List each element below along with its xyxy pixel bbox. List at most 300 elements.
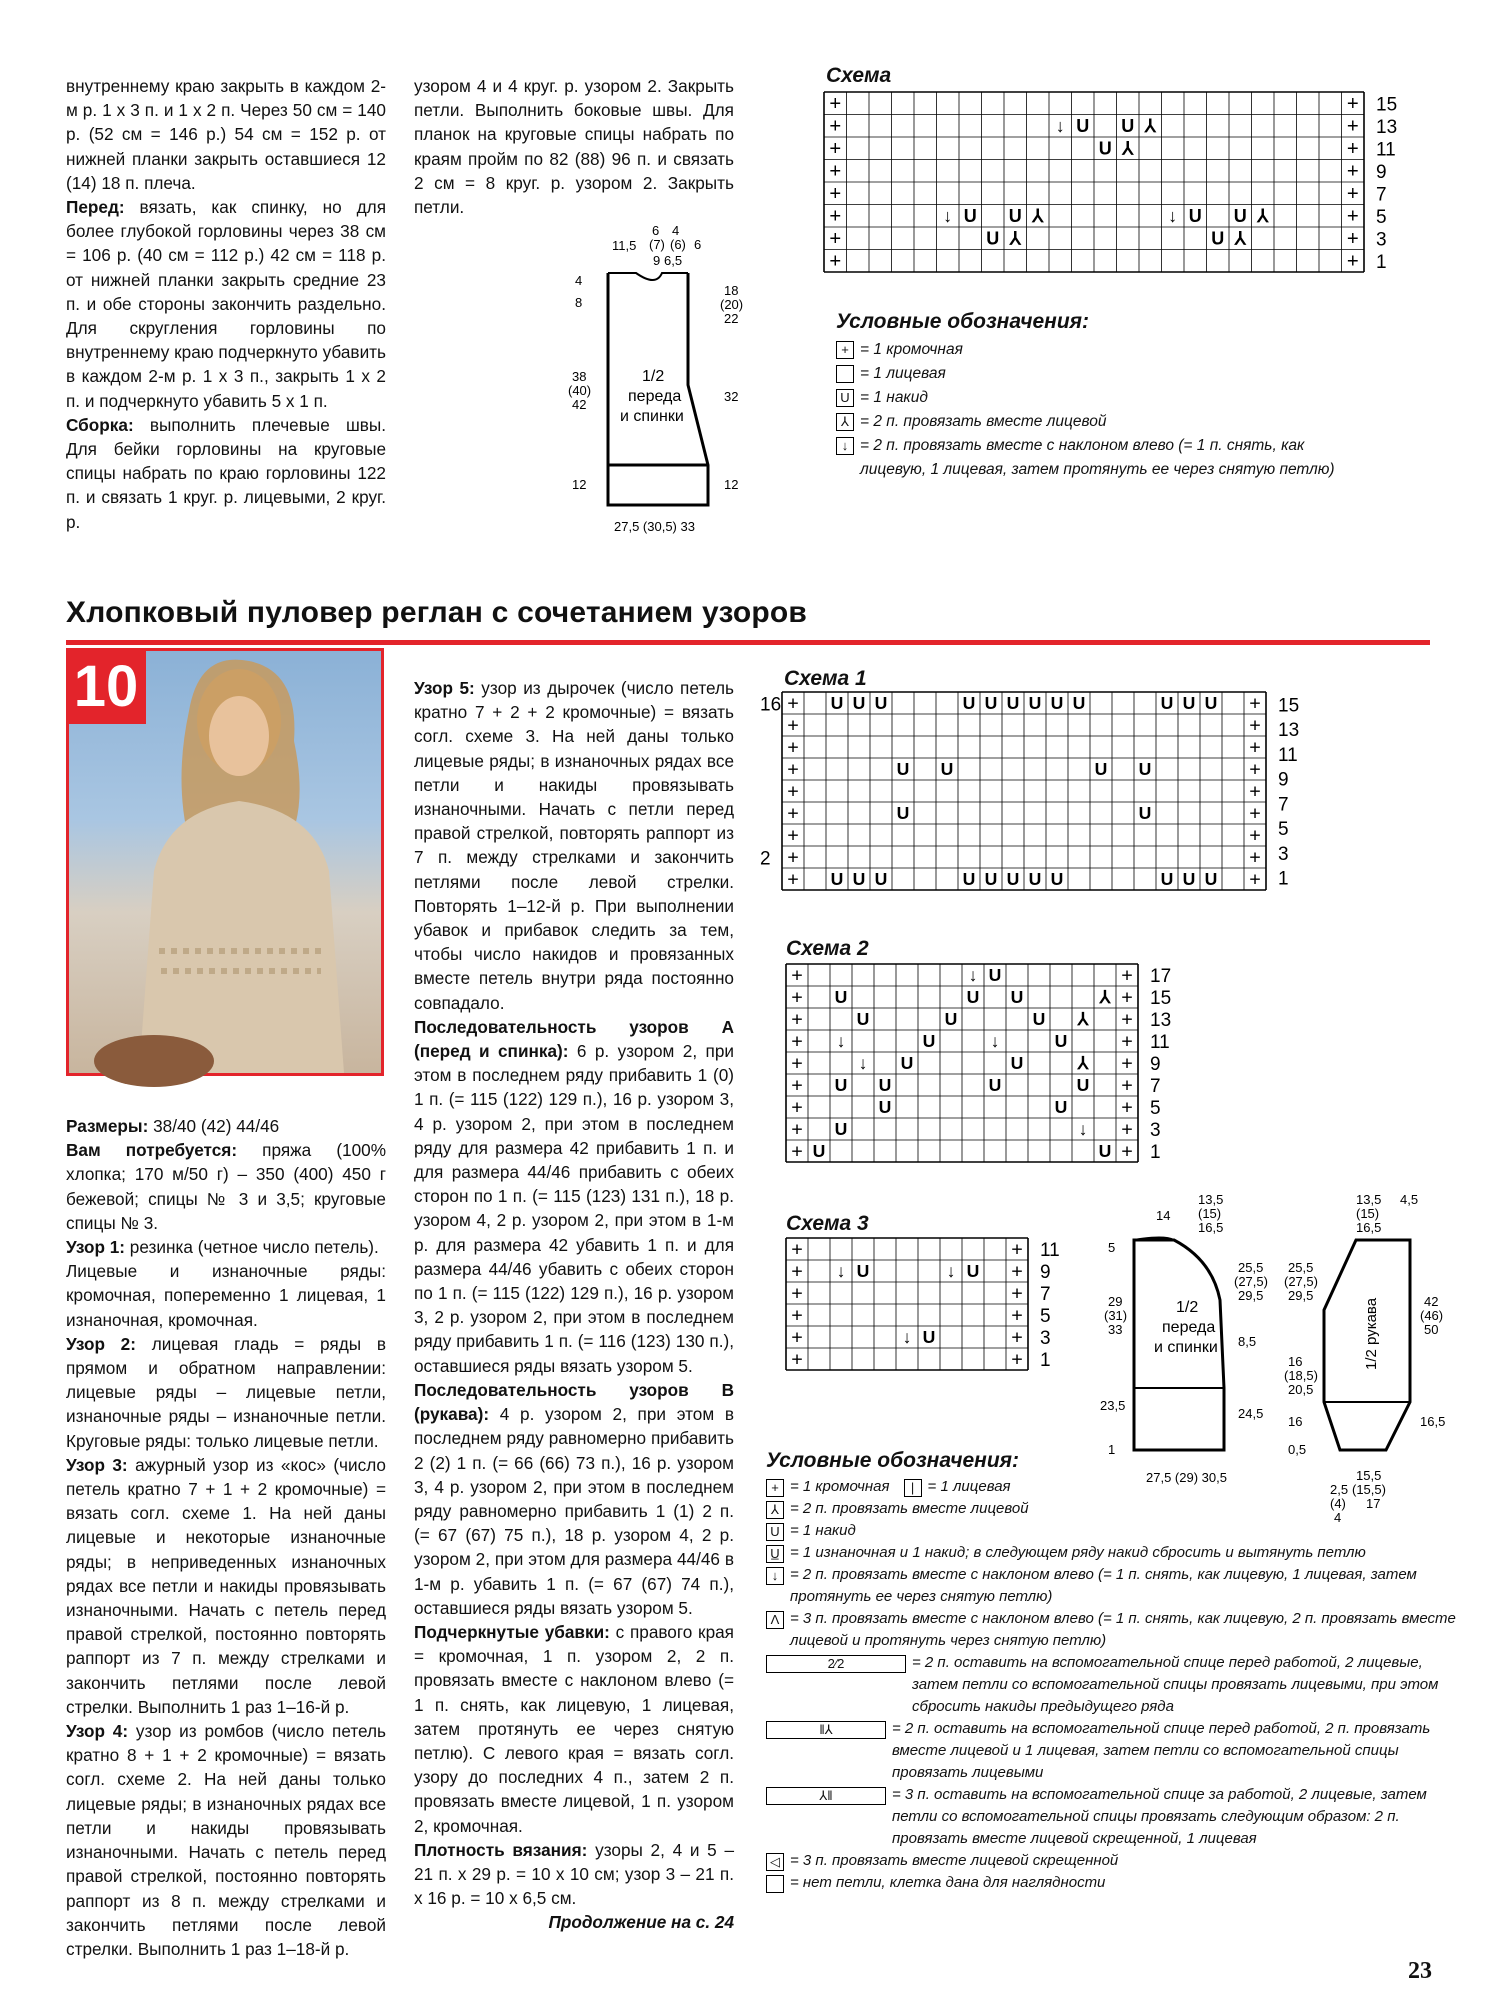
- legend-item: = нет петли, клетка дана для наглядности: [766, 1872, 1456, 1894]
- selvage-mark: +: [1121, 964, 1133, 987]
- dim-bottom: 27,5 (30,5) 33: [614, 519, 695, 534]
- stitch-symbol: U: [1204, 693, 1218, 714]
- stitch-symbol: U: [1010, 1053, 1024, 1074]
- selvage-mark: +: [1011, 1326, 1023, 1349]
- selvage-mark: +: [787, 802, 799, 825]
- stitch-symbol: U: [1160, 869, 1174, 890]
- pattern-number-badge: 10: [66, 648, 146, 724]
- dim-29-5: 29,5: [1238, 1288, 1264, 1303]
- stitch-symbol: U: [852, 693, 866, 714]
- selvage-mark: +: [1249, 736, 1261, 759]
- legend-item: + = 1 кромочная | = 1 лицевая: [766, 1476, 1456, 1498]
- stitch-symbol: ⅄: [1077, 1009, 1089, 1030]
- pattern1-rows-para: Лицевые и изнаночные ряды: кромочная, попеременно 1 лицевая, 1 изнаночная, кромочная.: [66, 1261, 386, 1330]
- legend-top-item: ↓ = 2 п. провязать вместе с наклоном влево (= 1 п. снять, как лицевую, 1 лицевая, затем протянуть ее через снятую петлю): [836, 434, 1356, 482]
- stitch-symbol: U: [944, 1009, 958, 1030]
- selvage-mark: +: [791, 1074, 803, 1097]
- legend-top-item: = 1 лицевая: [836, 362, 1356, 386]
- selvage-mark: +: [1346, 93, 1359, 115]
- sleeve-label: 1/2 рукава: [1363, 1297, 1380, 1370]
- row-number: 3: [1376, 229, 1387, 251]
- stitch-symbol: U: [1028, 693, 1042, 714]
- k2tog-icon: ⅄: [766, 1501, 784, 1519]
- stitch-symbol: U: [900, 1053, 914, 1074]
- decreases-para: Подчеркнутые убавки: с правого края = кромочная, 1 п. узором 2, 2 п. провязать вместе с наклоном влево (= 1 п. снять, как лицевую, 1 лицевая, затем протянуть ее через снятую петлю). С левого края = вязать согл. узору до последних 4 п., затем 2 п. провязать вместе лицевой, 1 п. узором 2, кромочная.: [414, 1621, 734, 1836]
- row-number: 15: [1150, 988, 1172, 1009]
- row-number: 17: [1150, 966, 1172, 987]
- dim-7: (7): [649, 237, 665, 252]
- dim-4b: 4: [575, 273, 583, 288]
- dim-15: (15): [1198, 1206, 1222, 1221]
- no-stitch-icon: [766, 1875, 784, 1893]
- assembly-para: [66, 413, 386, 534]
- stitch-symbol: U: [1050, 693, 1064, 714]
- selvage-mark: +: [787, 692, 799, 715]
- legend-item: ⅄‖ = 3 п. оставить на вспомогательной спице за работой, 2 лицевые, затем петли со вспомогательной спицы провязать следующим образом: 2 п. провязать вместе лицевой скрещенной, 1 лицевая: [766, 1784, 1456, 1850]
- row-number: 11: [1150, 1032, 1170, 1053]
- selvage-mark: +: [791, 1260, 803, 1283]
- dim-12b: 12: [724, 477, 739, 492]
- knit-icon: |: [904, 1479, 922, 1497]
- dim-11-5: 11,5: [612, 238, 637, 253]
- selvage-mark: +: [791, 1008, 803, 1031]
- s-dim-4: 4: [1334, 1510, 1342, 1525]
- stitch-symbol: ↓: [943, 206, 953, 227]
- selvage-mark: +: [791, 1140, 803, 1163]
- stitch-symbol: U: [878, 1097, 892, 1118]
- stitch-symbol: U: [966, 1261, 980, 1282]
- cable-front-icon: ‖⅄: [766, 1721, 886, 1739]
- stitch-symbol: U: [1050, 869, 1064, 890]
- dim-25-5: 25,5: [1238, 1260, 1264, 1275]
- selvage-mark: +: [1121, 1096, 1133, 1119]
- stitch-symbol: ↓: [1055, 116, 1065, 137]
- selvage-mark: +: [829, 160, 842, 183]
- sizes-para: Размеры: 38/40 (42) 44/46: [66, 1116, 280, 1136]
- cable-back-icon: ⅄‖: [766, 1787, 886, 1805]
- dim-6b: (6): [670, 237, 686, 252]
- s-dim-15-5: 15,5: [1356, 1468, 1382, 1483]
- stitch-symbol: U: [1138, 759, 1152, 780]
- stitch-symbol: U: [984, 869, 998, 890]
- stitch-symbol: U: [1028, 869, 1042, 890]
- selvage-icon: +: [766, 1479, 784, 1497]
- s-dim-15: (15): [1356, 1206, 1380, 1221]
- stitch-symbol: U: [834, 1075, 848, 1096]
- selvage-mark: +: [791, 1030, 803, 1053]
- selvage-mark: +: [1249, 868, 1261, 891]
- s-dim-0-5: 0,5: [1288, 1442, 1307, 1457]
- stitch-symbol: U: [984, 693, 998, 714]
- front-para: [66, 195, 386, 413]
- stitch-symbol: U: [896, 759, 910, 780]
- stitch-symbol: U: [1008, 206, 1022, 227]
- assembly-label: Сборка:: [66, 414, 134, 435]
- stitch-symbol: U: [1076, 116, 1090, 137]
- pattern2-para: Узор 2: лицевая гладь = ряды в прямом и обратном направлении: лицевые ряды – лицевые петли, изнаночные ряды – изнаночные петли. Круговые ряды: только лицевые петли.: [66, 1333, 386, 1451]
- selvage-mark: +: [1121, 986, 1133, 1009]
- stitch-symbol: U: [963, 206, 977, 227]
- middle-column: [414, 676, 734, 1935]
- ssk-icon: ↓: [766, 1567, 784, 1585]
- selvage-mark: +: [787, 780, 799, 803]
- row-number: 11: [1278, 744, 1298, 766]
- selvage-mark: +: [829, 183, 842, 205]
- s-dim-2-5: 2,5: [1330, 1482, 1349, 1497]
- assembly-text: выполнить плечевые швы. Для бейки горловины на круговые спицы набрать по краю горловины 122 п. и связать 1 круг. р. лицевыми, 2 круг. р.: [66, 414, 386, 532]
- selvage-mark: +: [1011, 1238, 1023, 1261]
- scheme3-grid: [786, 1238, 1086, 1408]
- diagram-label-2: переда: [628, 388, 682, 405]
- stitch-symbol: U: [1188, 206, 1202, 227]
- stitch-symbol: ↓: [858, 1053, 868, 1074]
- s-dim-25-5: 25,5: [1288, 1260, 1314, 1275]
- row-number: 5: [1040, 1306, 1051, 1327]
- heading-rule: [66, 640, 1430, 645]
- stitch-symbol: U: [878, 1075, 892, 1096]
- body-label-1: 1/2: [1176, 1299, 1199, 1316]
- stitch-symbol: U: [1182, 869, 1196, 890]
- legend-item: ⅄ = 2 п. провязать вместе лицевой: [766, 1498, 1456, 1520]
- stitch-symbol: ⅄: [1032, 206, 1044, 227]
- dim-40: (40): [568, 383, 592, 398]
- row-number: 15: [1376, 94, 1398, 116]
- selvage-mark: +: [1249, 714, 1261, 737]
- scheme-top-grid: [824, 92, 1398, 282]
- stitch-symbol: ↓: [836, 1031, 846, 1052]
- pattern5-para: Узор 5: узор из дырочек (число петель кратно 7 + 2 + 2 кромочные) = вязать согл. схеме 3. На ней даны только лицевые ряды; в изнаночных рядах все петли и накиды провязывать изнаночными. Начать с петли перед правой стрелкой, повторять раппорт из 7 п. между стрелками и закончить петлями после левой стрелки. Повторять 1–12-й р. При выполнении убавок и прибавок следить за тем, чтобы число накидов и провязанных вместе петель внутри ряда постоянно совпадало.: [414, 678, 734, 1013]
- stitch-symbol: U: [834, 987, 848, 1008]
- selvage-mark: +: [1011, 1282, 1023, 1305]
- stitch-symbol: U: [1121, 116, 1135, 137]
- yarn-over-icon: U: [766, 1523, 784, 1541]
- dim-12a: 12: [572, 477, 587, 492]
- dim-33: 33: [1108, 1322, 1123, 1337]
- row-number: 7: [1278, 794, 1289, 816]
- dim-16-5: 16,5: [1198, 1220, 1224, 1235]
- body-label-3: и спинки: [1154, 1339, 1218, 1356]
- stitch-symbol: ⅄: [1009, 228, 1021, 249]
- yarn-over-icon: U: [836, 389, 854, 407]
- stitch-symbol: ↓: [836, 1261, 846, 1282]
- selvage-mark: +: [1249, 846, 1261, 869]
- k2tog-icon: ⅄: [836, 413, 854, 431]
- selvage-mark: +: [791, 986, 803, 1009]
- selvage-mark: +: [829, 93, 842, 115]
- stitch-symbol: ↓: [1078, 1119, 1088, 1140]
- selvage-mark: +: [1346, 205, 1359, 228]
- dim-9: 9: [653, 253, 661, 268]
- s-dim-16a: 16: [1288, 1354, 1303, 1369]
- top-mid-text: узором 4 и 4 круг. р. узором 2. Закрыть петли. Выполнить боковые швы. Для планок на круговые спицы набрать по краям пройм по 82 (88) 96 п. и связать 2 см = 8 круг. р. узором 2. Закрыть петли.: [414, 76, 734, 218]
- row-number-left: 2: [760, 848, 771, 870]
- dim-24-5: 24,5: [1238, 1406, 1264, 1421]
- selvage-mark: +: [1346, 183, 1359, 205]
- stitch-symbol: U: [1211, 228, 1225, 249]
- selvage-mark: +: [829, 205, 842, 228]
- row-number: 15: [1278, 695, 1300, 717]
- dim-6a: 6: [652, 223, 660, 238]
- dim-1: 1: [1108, 1442, 1116, 1457]
- s-dim-15-5b: (15,5): [1352, 1482, 1386, 1497]
- dim-42: 42: [572, 397, 587, 412]
- stitch-symbol: U: [856, 1261, 870, 1282]
- legend-item: 2⁄2 = 2 п. оставить на вспомогательной спице перед работой, 2 лицевые, затем петли со вспомогательной спицы провязать лицевыми, при этом сбросить накиды предыдущего ряда: [766, 1652, 1456, 1718]
- s-dim-16b: 16: [1288, 1414, 1303, 1429]
- stitch-symbol: ⅄: [1257, 206, 1269, 227]
- cable-2-2-icon: 2⁄2: [766, 1655, 906, 1673]
- selvage-mark: +: [791, 1326, 803, 1349]
- selvage-mark: +: [791, 1052, 803, 1075]
- selvage-mark: +: [1346, 228, 1359, 250]
- page-number: 23: [1408, 1958, 1432, 1984]
- s-dim-4-5: 4,5: [1400, 1192, 1419, 1207]
- stitch-symbol: ⅄: [1144, 116, 1156, 137]
- stitch-symbol: U: [1006, 693, 1020, 714]
- front-text: вязать, как спинку, но для более глубокой горловины через 38 см = 106 р. (40 см = 112 р.) 42 см = 118 р. от нижней планки закрыть средние 23 п. и обе стороны закончить раздельно. Для скругления горловины по внутреннему краю подчеркнуто убавить в каждом 2-м р. 1 х 3 п., закрыть 1 х 2 п. и подчеркнуто убавить 5 х 1 п.: [66, 197, 386, 411]
- dim-29: 29: [1108, 1294, 1123, 1309]
- stitch-symbol: ⅄: [1077, 1053, 1089, 1074]
- selvage-mark: +: [787, 758, 799, 781]
- row-number: 1: [1150, 1142, 1161, 1163]
- s-dim-42: 42: [1424, 1294, 1439, 1309]
- row-number: 1: [1040, 1350, 1051, 1371]
- selvage-mark: +: [1121, 1030, 1133, 1053]
- legend-item: ↓ = 2 п. провязать вместе с наклоном влево (= 1 п. снять, как лицевую, 1 лицевая, затем протянуть ее через снятую петлю): [766, 1564, 1456, 1608]
- row-number: 13: [1376, 116, 1398, 138]
- legend-item: ‖⅄ = 2 п. оставить на вспомогательной спице перед работой, 2 п. провязать вместе лицевой и 1 лицевая, затем петли со вспомогательной спицы провязать лицевыми: [766, 1718, 1456, 1784]
- dim-4a: 4: [672, 223, 680, 238]
- row-number: 1: [1278, 868, 1289, 890]
- row-number: 3: [1040, 1328, 1051, 1349]
- pattern3-para: Узор 3: ажурный узор из «кос» (число петель кратно 7 + 1 + 2 кромочные) = вязать согл. схеме 1. На ней даны лицевые и некоторые изнаночные ряды; в неприведенных изнаночных рядах все петли и накиды провязывать изнаночными. Начать с петель перед правой стрелкой, постоянно повторять раппорт из 7 п. между стрелками и закончить петлями после левой стрелки. Выполнить 1 раз 1–16-й р.: [66, 1454, 386, 1717]
- legend-top-item: + = 1 кромочная: [836, 338, 1356, 362]
- stitch-symbol: U: [1072, 693, 1086, 714]
- row-number: 9: [1040, 1262, 1051, 1283]
- selvage-mark: +: [791, 1348, 803, 1371]
- selvage-mark: +: [791, 1304, 803, 1327]
- stitch-symbol: U: [852, 869, 866, 890]
- selvage-mark: +: [1249, 802, 1261, 825]
- stitch-symbol: U: [922, 1031, 936, 1052]
- dim-13-5: 13,5: [1198, 1192, 1224, 1207]
- article-heading: Хлопковый пуловер реглан с сочетанием узоров: [66, 596, 808, 629]
- scheme-top-title: Схема: [826, 64, 892, 87]
- row-number: 11: [1376, 139, 1396, 161]
- row-number: 5: [1150, 1098, 1161, 1119]
- row-number: 13: [1150, 1010, 1172, 1031]
- legend-top-item: ⅄ = 2 п. провязать вместе лицевой: [836, 410, 1356, 434]
- selvage-mark: +: [791, 1282, 803, 1305]
- dim-5: 5: [1108, 1240, 1116, 1255]
- stitch-symbol: U: [1006, 869, 1020, 890]
- stitch-symbol: ⅄: [1099, 987, 1111, 1008]
- selvage-mark: +: [1011, 1304, 1023, 1327]
- s-dim-29-5: 29,5: [1288, 1288, 1314, 1303]
- front-label: Перед:: [66, 197, 125, 218]
- selvage-mark: +: [1249, 758, 1261, 781]
- dim-32: 32: [724, 389, 739, 404]
- diagram-label-3: и спинки: [620, 408, 684, 425]
- knit-icon: [836, 365, 854, 383]
- selvage-mark: +: [1011, 1348, 1023, 1371]
- row-number: 3: [1150, 1120, 1161, 1141]
- materials-para: Вам потребуется: пряжа (100% хлопка; 170 м/50 г) – 350 (400) 450 г бежевой; спицы № 3 и 3,5; круговые спицы № 3.: [66, 1140, 386, 1233]
- top-left-para-1: внутреннему краю закрыть в каждом 2-м р. 1 х 3 п. и 1 х 2 п. Через 50 см = 140 р. (52 см = 146 р.) 54 см = 152 р. от нижней планки закрыть оставшиеся 12 (14) 18 п. плеча.: [66, 76, 386, 193]
- stitch-symbol: U: [874, 693, 888, 714]
- selvage-mark: +: [829, 228, 842, 250]
- s-dim-4p: (4): [1330, 1496, 1346, 1511]
- s-dim-46: (46): [1420, 1308, 1444, 1323]
- selvage-mark: +: [829, 115, 842, 138]
- stitch-symbol: U: [922, 1327, 936, 1348]
- dim-6c: 6: [694, 237, 702, 252]
- stitch-symbol: U: [988, 1075, 1002, 1096]
- selvage-mark: +: [791, 1118, 803, 1141]
- stitch-symbol: U: [988, 965, 1002, 986]
- stitch-symbol: U: [874, 869, 888, 890]
- body-label-2: переда: [1162, 1319, 1216, 1336]
- stitch-symbol: ↓: [990, 1031, 1000, 1052]
- selvage-mark: +: [1249, 824, 1261, 847]
- s-dim-50: 50: [1424, 1322, 1439, 1337]
- selvage-mark: +: [787, 736, 799, 759]
- stitch-symbol: U: [1010, 987, 1024, 1008]
- selvage-mark: +: [787, 714, 799, 737]
- selvage-mark: +: [1346, 115, 1359, 138]
- selvage-mark: +: [1121, 1008, 1133, 1031]
- stitch-symbol: U: [812, 1141, 826, 1162]
- selvage-icon: +: [836, 341, 854, 359]
- dim-23-5: 23,5: [1100, 1398, 1126, 1413]
- legend-top-title: Условные обозначения:: [836, 310, 1090, 333]
- legend-item: U = 1 накид: [766, 1520, 1456, 1542]
- dim-8: 8: [575, 295, 583, 310]
- left-column: [66, 1114, 386, 1961]
- stitch-symbol: ↓: [968, 965, 978, 986]
- stitch-symbol: U: [1032, 1009, 1046, 1030]
- selvage-mark: +: [829, 250, 842, 273]
- top-left-column: [66, 74, 386, 534]
- row-number: 9: [1278, 769, 1289, 791]
- row-number-left: 16: [760, 694, 782, 716]
- selvage-mark: +: [829, 138, 842, 160]
- stitch-symbol: U: [830, 693, 844, 714]
- scheme2-grid: [786, 964, 1246, 1174]
- gauge-para: Плотность вязания: узоры 2, 4 и 5 – 21 п. х 29 р. = 10 х 10 см; узор 3 – 21 п. х 16 р. = 10 х 6,5 см.: [414, 1839, 735, 1909]
- dim-18: 18: [724, 283, 739, 298]
- s-dim-20-5: 20,5: [1288, 1382, 1314, 1397]
- stitch-symbol: U: [1204, 869, 1218, 890]
- selvage-mark: +: [787, 846, 799, 869]
- scheme1-grid: [760, 692, 1320, 922]
- stitch-symbol: U: [986, 228, 1000, 249]
- diagram-label-1: 1/2: [642, 368, 665, 385]
- stitch-symbol: U: [966, 987, 980, 1008]
- selvage-mark: +: [787, 824, 799, 847]
- row-number: 7: [1150, 1076, 1161, 1097]
- sequence-a-para: Последовательность узоров А (перед и спинка): 6 р. узором 2, при этом в последнем ряду прибавить 1 (0) 1 п. (= 115 (122) 129 п.), 16 р. узором 3, 4 р. узором 2, при этом в последнем ряду для размера 42 прибавить 1 п. и для размера 44/46 прибавить с обеих сторон по 1 п. (= 115 (123) 131 п.), 18 р. узором 4, 2 р. узором 2, при этом в 1-м р. для размера 42 убавить 1 п. и для размера 44/46 убавить с обеих сторон по 1 п. (= 115 (122) 129 п.), 16 р. узором 3, 2 р. узором 2, при этом в последнем ряду прибавить 1 п. (= 116 (123) 130 п.), оставшиеся ряды вязать узором 5.: [414, 1016, 734, 1376]
- s-dim-18-5: (18,5): [1284, 1368, 1318, 1383]
- stitch-symbol: U: [962, 693, 976, 714]
- s-dim-17: 17: [1366, 1496, 1381, 1511]
- dim-20: (20): [720, 297, 744, 312]
- s-dim-27-5: (27,5): [1284, 1274, 1318, 1289]
- dim-38: 38: [572, 369, 587, 384]
- pattern4-para: Узор 4: узор из ромбов (число петель кратно 8 + 1 + 2 кромочные) = вязать согл. схеме 2. На ней даны только лицевые ряды; в изнаночных рядах все петли и накиды провязывать изнаночными. Начать с петель перед правой стрелкой, постоянно повторять раппорт из 8 п. между стрелками и закончить петлями после левой стрелки. Выполнить 1 раз 1–18-й р.: [66, 1721, 386, 1959]
- k3tog-tbl-icon: ◁: [766, 1853, 784, 1871]
- stitch-symbol: U: [1094, 759, 1108, 780]
- row-number: 7: [1040, 1284, 1051, 1305]
- sequence-b-para: Последовательность узоров В (рукава): 4 р. узором 2, при этом в последнем ряду равномерно прибавить 2 (2) 1 п. (= 66 (66) 73 п.), 16 р. узором 3, 4 р. узором 2, при этом в последнем ряду равномерно прибавить 1 (1) 2 п. (= 67 (67) 75 п.), 18 р. узором 4, 2 р. узором 2, при этом для размера 44/46 в 1-м р. убавить 1 п. (= 67 (67) 74 п.), оставшиеся ряды вязать узором 5.: [414, 1379, 734, 1618]
- selvage-mark: +: [1121, 1052, 1133, 1075]
- stitch-symbol: U: [1054, 1031, 1068, 1052]
- legend-item: Λ = 3 п. провязать вместе с наклоном влево (= 1 п. снять, как лицевую, 2 п. провязать вместе лицевой и протянуть через снятую петлю): [766, 1608, 1456, 1652]
- stitch-symbol: U: [962, 869, 976, 890]
- stitch-symbol: ⅄: [1234, 228, 1246, 249]
- dim-width: 27,5 (29) 30,5: [1146, 1470, 1227, 1485]
- stitch-symbol: U: [1233, 206, 1247, 227]
- row-number: 1: [1376, 251, 1387, 273]
- row-number: 7: [1376, 184, 1387, 206]
- row-number: 9: [1376, 161, 1387, 183]
- s-dim-16-5: 16,5: [1356, 1220, 1382, 1235]
- legend-bottom: [766, 1450, 1456, 1894]
- stitch-symbol: U: [1054, 1097, 1068, 1118]
- stitch-symbol: ↓: [1168, 206, 1178, 227]
- dim-6-5: 6,5: [664, 253, 683, 268]
- top-garment-diagram: [560, 225, 750, 545]
- selvage-mark: +: [1249, 780, 1261, 803]
- selvage-mark: +: [791, 1238, 803, 1261]
- legend-item: ◁ = 3 п. провязать вместе лицевой скрещенной: [766, 1850, 1456, 1872]
- scheme3-title: Схема 3: [786, 1212, 869, 1235]
- scheme2-title: Схема 2: [786, 937, 869, 960]
- stitch-symbol: U: [1098, 1141, 1112, 1162]
- stitch-symbol: U: [856, 1009, 870, 1030]
- selvage-mark: +: [1249, 692, 1261, 715]
- selvage-mark: +: [791, 964, 803, 987]
- s-dim-16-5b: 16,5: [1420, 1414, 1446, 1429]
- selvage-mark: +: [1346, 138, 1359, 160]
- stitch-symbol: U: [1160, 693, 1174, 714]
- stitch-symbol: U: [940, 759, 954, 780]
- row-number: 5: [1376, 206, 1387, 228]
- dim-14: 14: [1156, 1208, 1171, 1223]
- dim-8-5: 8,5: [1238, 1334, 1257, 1349]
- selvage-mark: +: [1346, 160, 1359, 183]
- row-number: 11: [1040, 1240, 1060, 1261]
- stitch-symbol: ↓: [902, 1327, 912, 1348]
- selvage-mark: +: [1011, 1260, 1023, 1283]
- dim-27-5: (27,5): [1234, 1274, 1268, 1289]
- legend-item: U̲ = 1 изнаночная и 1 накид; в следующем ряду накид сбросить и вытянуть петлю: [766, 1542, 1456, 1564]
- stitch-symbol: U: [830, 869, 844, 890]
- stitch-symbol: U: [1098, 138, 1112, 159]
- ssk-icon: ↓: [836, 437, 854, 455]
- scheme1-title: Схема 1: [784, 667, 867, 690]
- stitch-symbol: U: [1076, 1075, 1090, 1096]
- row-number: 3: [1278, 843, 1289, 865]
- row-number: 5: [1278, 819, 1289, 841]
- continued-note: Продолжение на с. 24: [548, 1912, 734, 1933]
- selvage-mark: +: [1121, 1140, 1133, 1163]
- selvage-mark: +: [787, 868, 799, 891]
- stitch-symbol: U: [834, 1119, 848, 1140]
- selvage-mark: +: [1121, 1074, 1133, 1097]
- selvage-mark: +: [791, 1096, 803, 1119]
- stitch-symbol: U: [1138, 803, 1152, 824]
